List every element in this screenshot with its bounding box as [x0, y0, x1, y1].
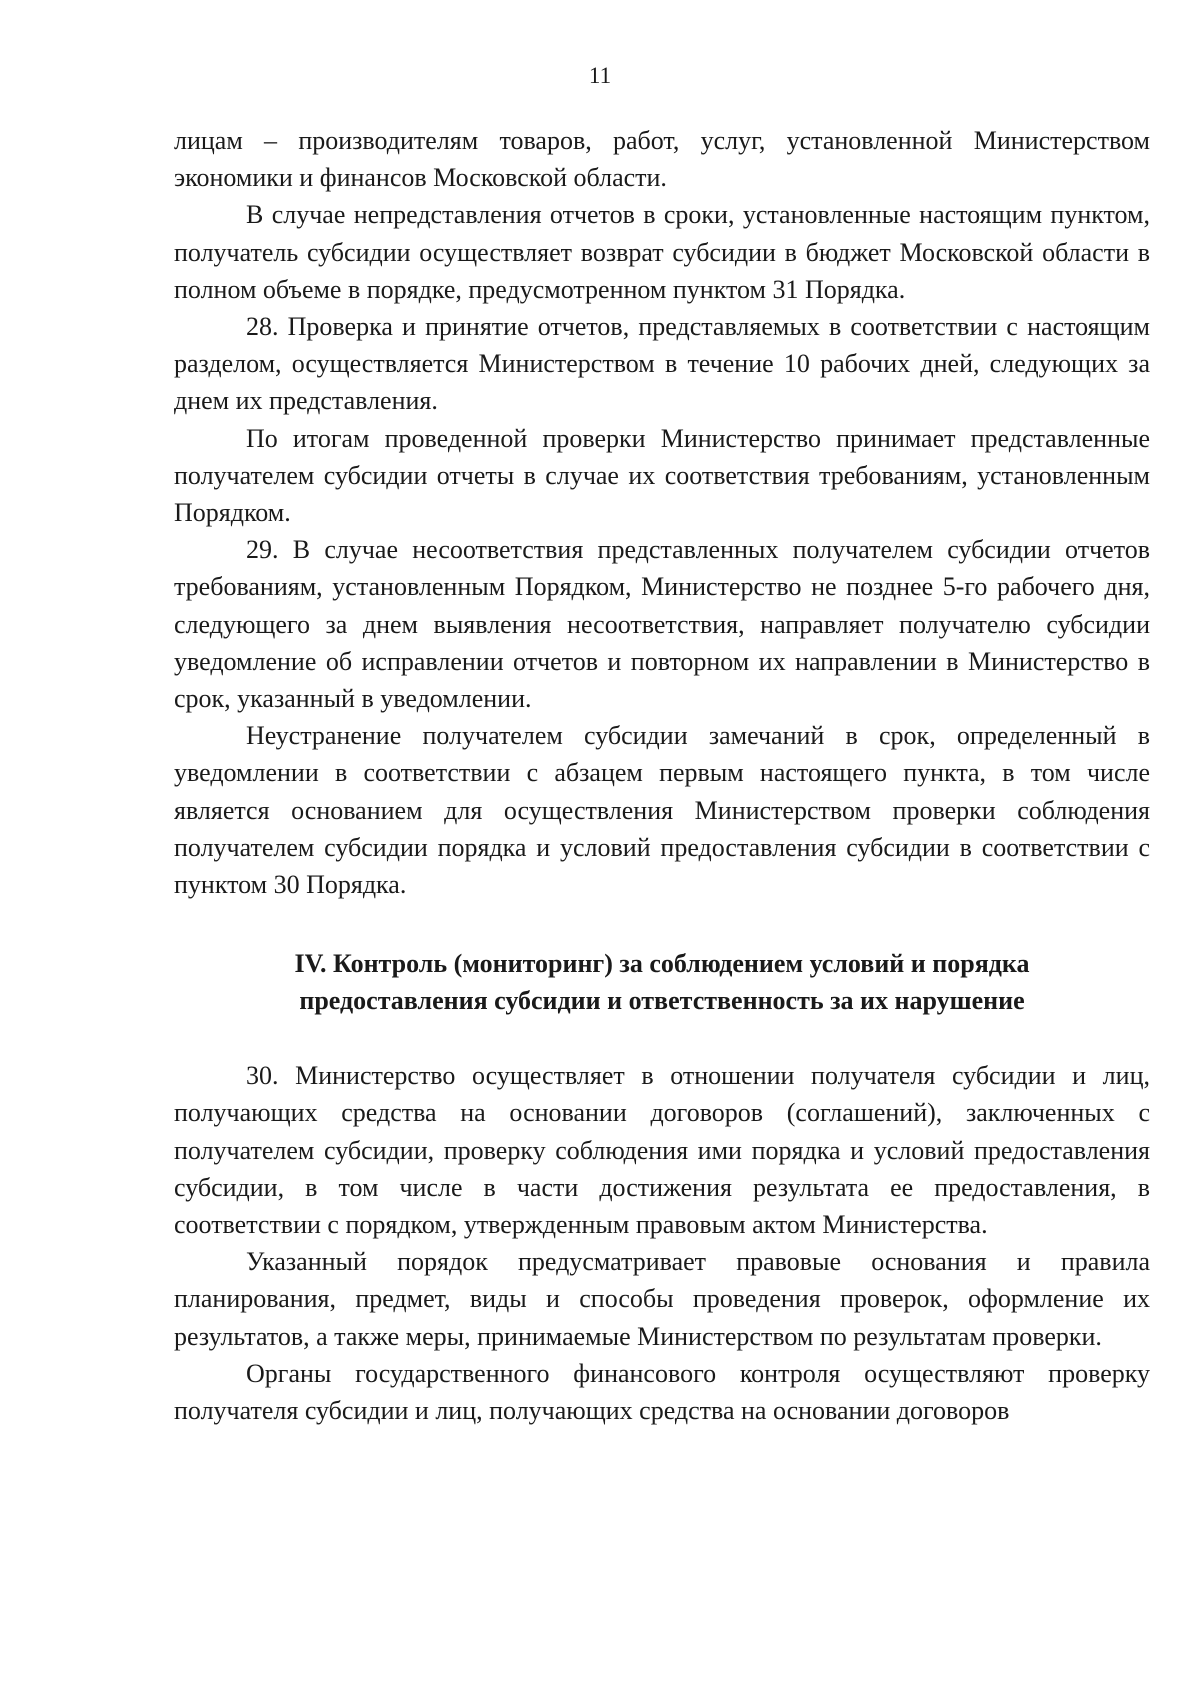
paragraph: 30. Министерство осуществляет в отношении получателя субсидии и лиц, получающих средства на основании договоров (соглашений), заключенных с получателем субсидии, проверку соблюдения ими порядка и условий предоставления субсидии, в том числе в части достижения результата ее предоставления, в соответствии с порядком, утвержденным правовым актом Министерства.	[174, 1061, 1150, 1240]
paragraph: По итогам проведенной проверки Министерство принимает представленные получателем субсидии отчеты в случае их соответствия требованиям, установленным Порядком.	[174, 423, 1150, 528]
section-heading-line: предоставления субсидии и ответственность за их нарушение	[299, 986, 1025, 1016]
document-body	[174, 122, 1150, 1429]
paragraph: Органы государственного финансового контроля осуществляют проверку получателя субсидии и лиц, получающих средства на основании договоров	[174, 1358, 1150, 1426]
page-number: 11	[588, 63, 612, 88]
paragraph: Указанный порядок предусматривает правовые основания и правила планирования, предмет, виды и способы проведения проверок, оформление их результатов, а также меры, принимаемые Министерством по результатам проверки.	[174, 1247, 1150, 1351]
section-heading-line: IV. Контроль (мониторинг) за соблюдением условий и порядка	[294, 949, 1030, 979]
paragraph: лицам – производителям товаров, работ, услуг, установленной Министерством экономики и финансов Московской области.	[174, 126, 1150, 193]
paragraph: 28. Проверка и принятие отчетов, представляемых в соответствии с настоящим разделом, осуществляется Министерством в течение 10 рабочих дней, следующих за днем их представления.	[174, 312, 1150, 416]
paragraph: Неустранение получателем субсидии замечаний в срок, определенный в уведомлении в соответствии с абзацем первым настоящего пункта, в том числе является основанием для осуществления Министерством проверки соблюдения получателем субсидии порядка и условий предоставления субсидии в соответствии с пунктом 30 Порядка.	[174, 721, 1150, 900]
paragraph: В случае непредставления отчетов в сроки, установленные настоящим пунктом, получатель субсидии осуществляет возврат субсидии в бюджет Московской области в полном объеме в порядке, предусмотренном пунктом 31 Порядка.	[174, 200, 1150, 304]
section-heading	[174, 945, 1150, 1019]
paragraph: 29. В случае несоответствия представленных получателем субсидии отчетов требованиям, установленным Порядком, Министерство не позднее 5-го рабочего дня, следующего за днем выявления несоответствия, направляет получателю субсидии уведомление об исправлении отчетов и повторном их направлении в Министерство в срок, указанный в уведомлении.	[174, 535, 1150, 714]
